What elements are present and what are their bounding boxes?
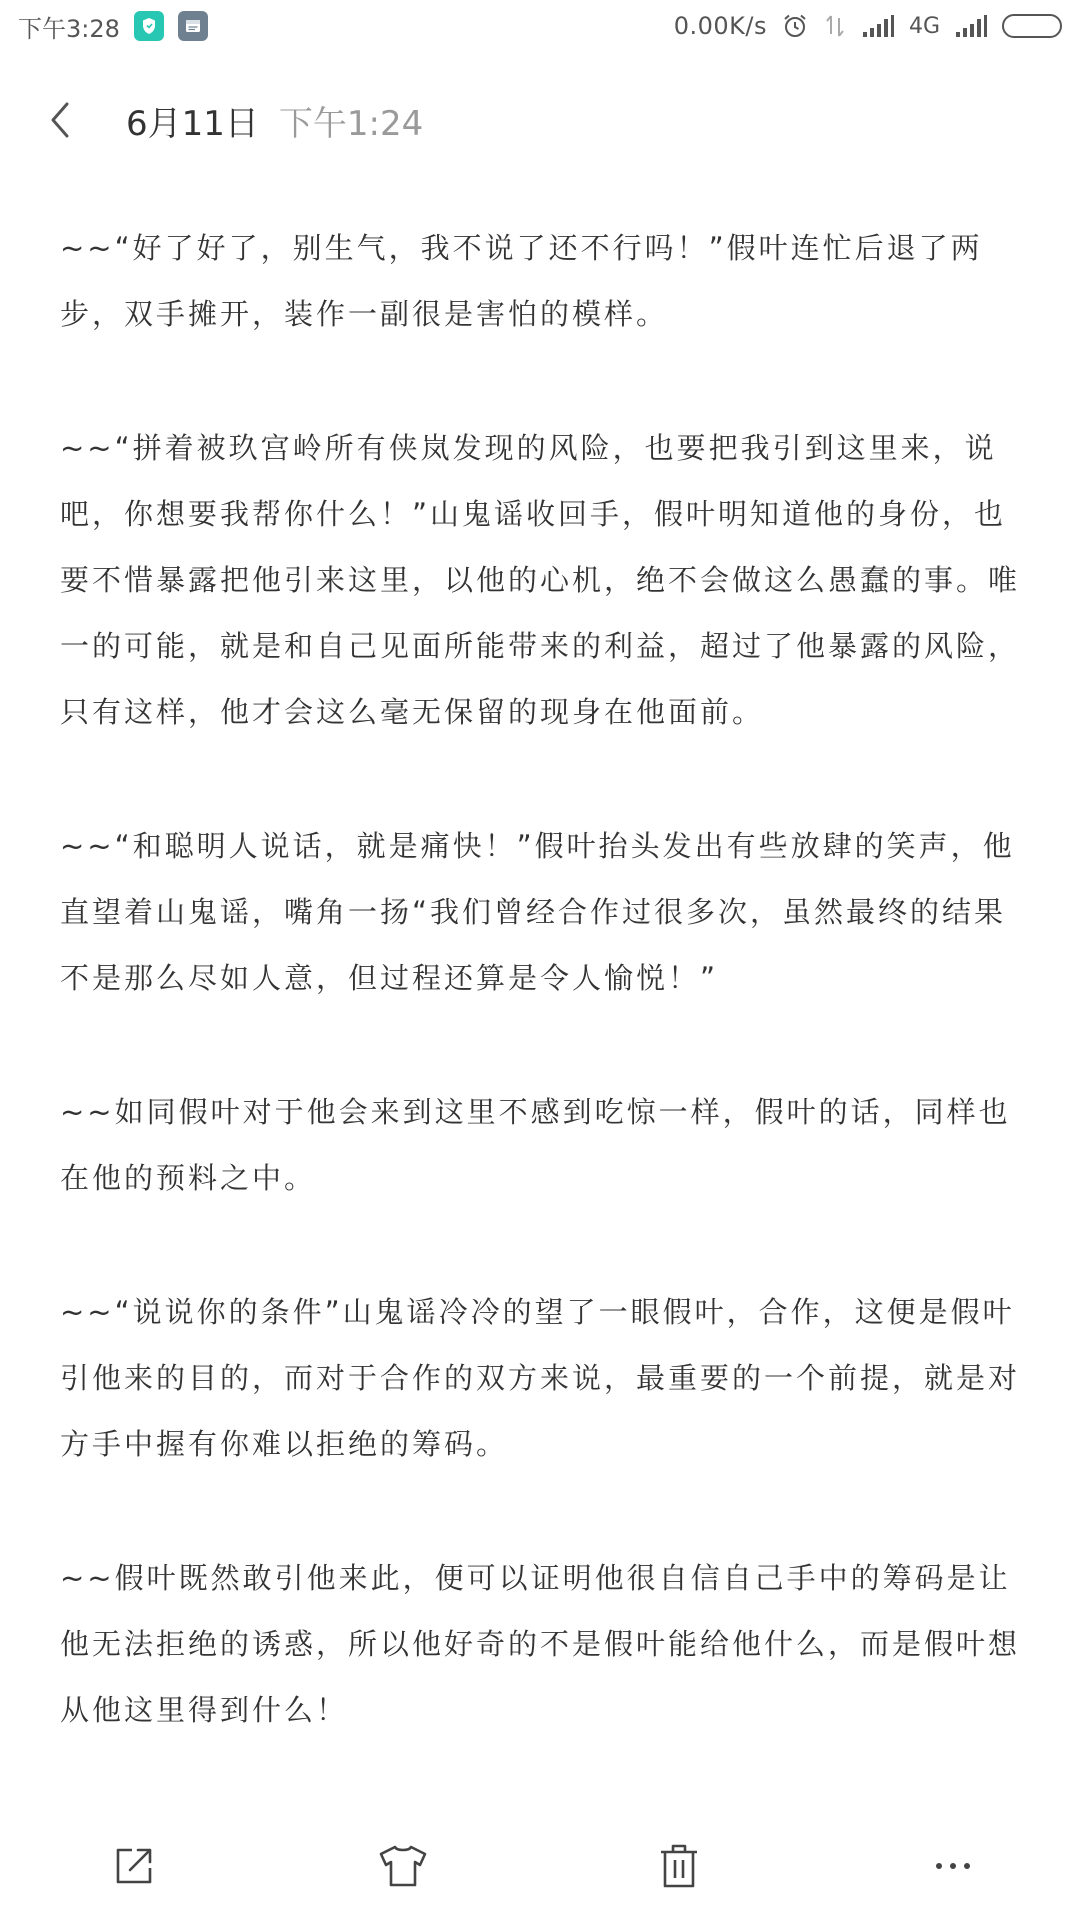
alarm-icon: [781, 12, 809, 40]
note-date: 6月11日: [126, 103, 259, 144]
more-dots-icon: [925, 1838, 981, 1894]
network-speed: 0.00K/s: [673, 12, 767, 40]
status-time: 下午3:28: [18, 14, 120, 43]
paragraph: ~~如同假叶对于他会来到这里不感到吃惊一样，假叶的话，同样也在他的预料之中。: [60, 1095, 1011, 1195]
theme-button[interactable]: [367, 1830, 439, 1902]
delete-button[interactable]: [643, 1830, 715, 1902]
note-time: 下午1:24: [278, 103, 424, 144]
data-transfer-icon: [823, 12, 847, 40]
paragraph: ~~“好了好了，别生气，我不说了还不行吗！”假叶连忙后退了两步，双手摊开，装作一副很是害怕的模样。: [60, 231, 983, 331]
status-left: [18, 9, 208, 44]
paragraph: ~~“拼着被玖宫岭所有侠岚发现的风险，也要把我引到这里来，说吧，你想要我帮你什么！”山鬼谣收回手，假叶明知道他的身份，也要不惜暴露把他引来这里，以他的心机，绝不会做这么愚蠢的事。唯一的可能，就是和自己见面所能带来的利益，超过了他暴露的风险，只有这样，他才会这么毫无保留的现身在他面前。: [60, 431, 1021, 729]
share-export-icon: [106, 1838, 162, 1894]
status-bar: [0, 0, 1080, 52]
bottom-toolbar: [0, 1826, 1080, 1906]
paragraph: ~~“说说你的条件”山鬼谣冷冷的望了一眼假叶，合作，这便是假叶引他来的目的，而对于合作的双方来说，最重要的一个前提，就是对方手中握有你难以拒绝的筹码。: [60, 1295, 1021, 1461]
tshirt-icon: [375, 1838, 431, 1894]
status-right: [674, 12, 1062, 40]
signal-strength-icon: [861, 14, 895, 38]
battery-icon: [1002, 14, 1062, 38]
note-body[interactable]: [60, 215, 1020, 1811]
chevron-left-icon: [45, 100, 75, 140]
trash-icon: [651, 1838, 707, 1894]
share-button[interactable]: [98, 1830, 170, 1902]
paragraph: ~~“和聪明人说话，就是痛快！”假叶抬头发出有些放肆的笑声，他直望着山鬼谣，嘴角一扬“我们曾经合作过很多次，虽然最终的结果不是那么尽如人意，但过程还算是令人愉悦！”: [60, 829, 1015, 995]
more-button[interactable]: [917, 1830, 989, 1902]
network-type: 4G: [908, 13, 940, 39]
notes-app-icon: [178, 11, 208, 41]
signal-strength-icon-2: [954, 14, 988, 38]
note-header: [0, 80, 1080, 160]
back-button[interactable]: [36, 96, 84, 144]
paragraph: ~~假叶既然敢引他来此，便可以证明他很自信自己手中的筹码是让他无法拒绝的诱惑，所以他好奇的不是假叶能给他什么，而是假叶想从他这里得到什么！: [60, 1561, 1021, 1727]
shield-app-icon: [134, 11, 164, 41]
